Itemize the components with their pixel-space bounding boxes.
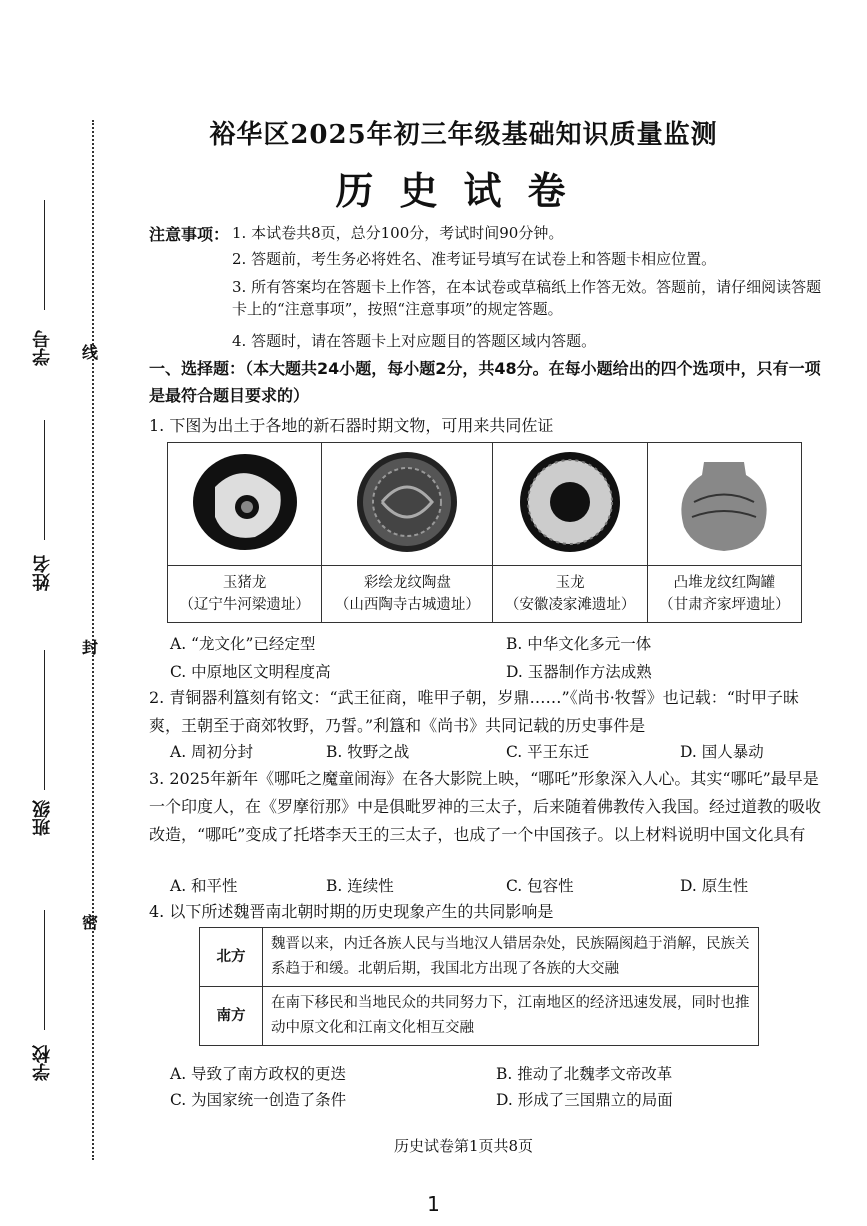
artifact-name: 彩绘龙纹陶盘 [363, 575, 451, 591]
artifact-caption [322, 566, 493, 623]
artifact-site: （山西陶寺古城遗址） [334, 597, 480, 613]
q3-option-b[interactable]: B. 连续性 [326, 877, 394, 895]
subject-title: 历史试卷 [335, 168, 592, 213]
question-3-stem: 3. 2025年新年《哪吒之魔童闹海》在各大影院上映，“哪吒”形象深入人心。其实“哪吒”最早是一个印度人，在《罗摩衍那》中是俱毗罗神的三太子，后来随着佛教传入我国。经过道教的吸收改造，“哪吒”变成了托塔李天王的三太子，也成了一个中国孩子。以上材料说明中国文化具有 [149, 769, 822, 844]
q3-option-c[interactable]: C. 包容性 [506, 877, 574, 895]
q1-option-a[interactable]: A. “龙文化”已经定型 [170, 635, 316, 653]
artifact-name: 凸堆龙纹红陶罐 [673, 575, 776, 591]
q1-option-b[interactable]: B. 中华文化多元一体 [506, 635, 652, 653]
region-north-label: 北方 [200, 928, 263, 987]
section-heading: 一、选择题：（本大题共24小题，每小题2分，共48分。在每小题给出的四个选项中，只有一项是最符合题目要求的） [149, 359, 821, 405]
school-label: 学校 [32, 1045, 53, 1081]
artifact-caption [493, 566, 647, 623]
note-item: 2. 答题前，考生务必将姓名、准考证号填写在试卷上和答题卡相应位置。 [232, 250, 717, 268]
q3-option-a[interactable]: A. 和平性 [170, 877, 238, 895]
page-number: 1 [427, 1192, 440, 1216]
name-label: 姓名 [32, 555, 53, 591]
q1-option-d[interactable]: D. 玉器制作方法成熟 [506, 663, 652, 681]
artifact-site: （辽宁牛河梁遗址） [179, 597, 310, 613]
class-label: 班级 [32, 800, 53, 836]
question-1-stem: 1. 下图为出土于各地的新石器时期文物，可用来共同佐证 [149, 416, 554, 435]
school-line [44, 910, 45, 1030]
table-row [200, 928, 759, 987]
q4-option-a[interactable]: A. 导致了南方政权的更迭 [170, 1065, 347, 1083]
fold-mark-secret: 密 [82, 913, 99, 932]
q4-option-b[interactable]: B. 推动了北魏孝文帝改革 [496, 1065, 673, 1083]
table-row [200, 987, 759, 1046]
page-footer: 历史试卷第1页共8页 [393, 1137, 534, 1155]
artifact-caption [647, 566, 801, 623]
fold-mark-line: 线 [82, 343, 99, 362]
regions-table [199, 927, 759, 1046]
q4-option-d[interactable]: D. 形成了三国鼎立的局面 [496, 1091, 673, 1109]
student-id-line [44, 200, 45, 310]
q2-option-c[interactable]: C. 平王东迁 [506, 743, 590, 761]
notes-heading: 注意事项： [149, 225, 230, 244]
class-line [44, 650, 45, 790]
artifact-image-painted-plate [322, 443, 493, 566]
exam-title: 裕华区2025年初三年级基础知识质量监测 [209, 120, 718, 150]
region-south-label: 南方 [200, 987, 263, 1046]
name-line [44, 420, 45, 540]
region-south-text: 在南下移民和当地民众的共同努力下，江南地区的经济迅速发展，同时也推动中原文化和江南文化相互交融 [263, 987, 759, 1046]
artifact-caption [168, 566, 322, 623]
q2-option-b[interactable]: B. 牧野之战 [326, 743, 410, 761]
artifact-image-jade-dragon [493, 443, 647, 566]
question-4-stem: 4. 以下所述魏晋南北朝时期的历史现象产生的共同影响是 [149, 902, 554, 921]
artifact-name: 玉龙 [555, 575, 585, 591]
q2-option-d[interactable]: D. 国人暴动 [680, 743, 764, 761]
artifact-image-jade-pig-dragon [168, 443, 322, 566]
artifact-site: （安徽凌家滩遗址） [504, 597, 636, 613]
q1-option-c[interactable]: C. 中原地区文明程度高 [170, 663, 331, 681]
fold-mark-seal: 封 [82, 638, 99, 657]
note-item: 4. 答题时，请在答题卡上对应题目的答题区域内答题。 [232, 332, 597, 350]
artifact-site: （甘肃齐家坪遗址） [659, 597, 790, 613]
note-item: 3. 所有答案均在答题卡上作答，在本试卷或草稿纸上作答无效。答题前，请仔细阅读答题卡上的“注意事项”，按照“注意事项”的规定答题。 [232, 278, 822, 318]
question-2-stem: 2. 青铜器利簋刻有铭文：“武王征商，唯甲子朝，岁鼎……”《尚书·牧誓》也记载：“时甲子昧爽，王朝至于商郊牧野，乃誓。”利簋和《尚书》共同记载的历史事件是 [149, 688, 799, 735]
q4-option-c[interactable]: C. 为国家统一创造了条件 [170, 1091, 347, 1109]
note-item: 1. 本试卷共8页，总分100分，考试时间90分钟。 [232, 224, 564, 242]
region-north-text: 魏晋以来，内迁各族人民与当地汉人错居杂处，民族隔阂趋于消解，民族关系趋于和缓。北朝后期，我国北方出现了各族的大交融 [263, 928, 759, 987]
artifact-image-red-pottery-jar [647, 443, 801, 566]
student-id-label: 学号 [32, 330, 53, 366]
q3-option-d[interactable]: D. 原生性 [680, 877, 749, 895]
artifact-table [167, 442, 802, 623]
q2-option-a[interactable]: A. 周初分封 [170, 743, 254, 761]
artifact-name: 玉猪龙 [222, 575, 267, 591]
